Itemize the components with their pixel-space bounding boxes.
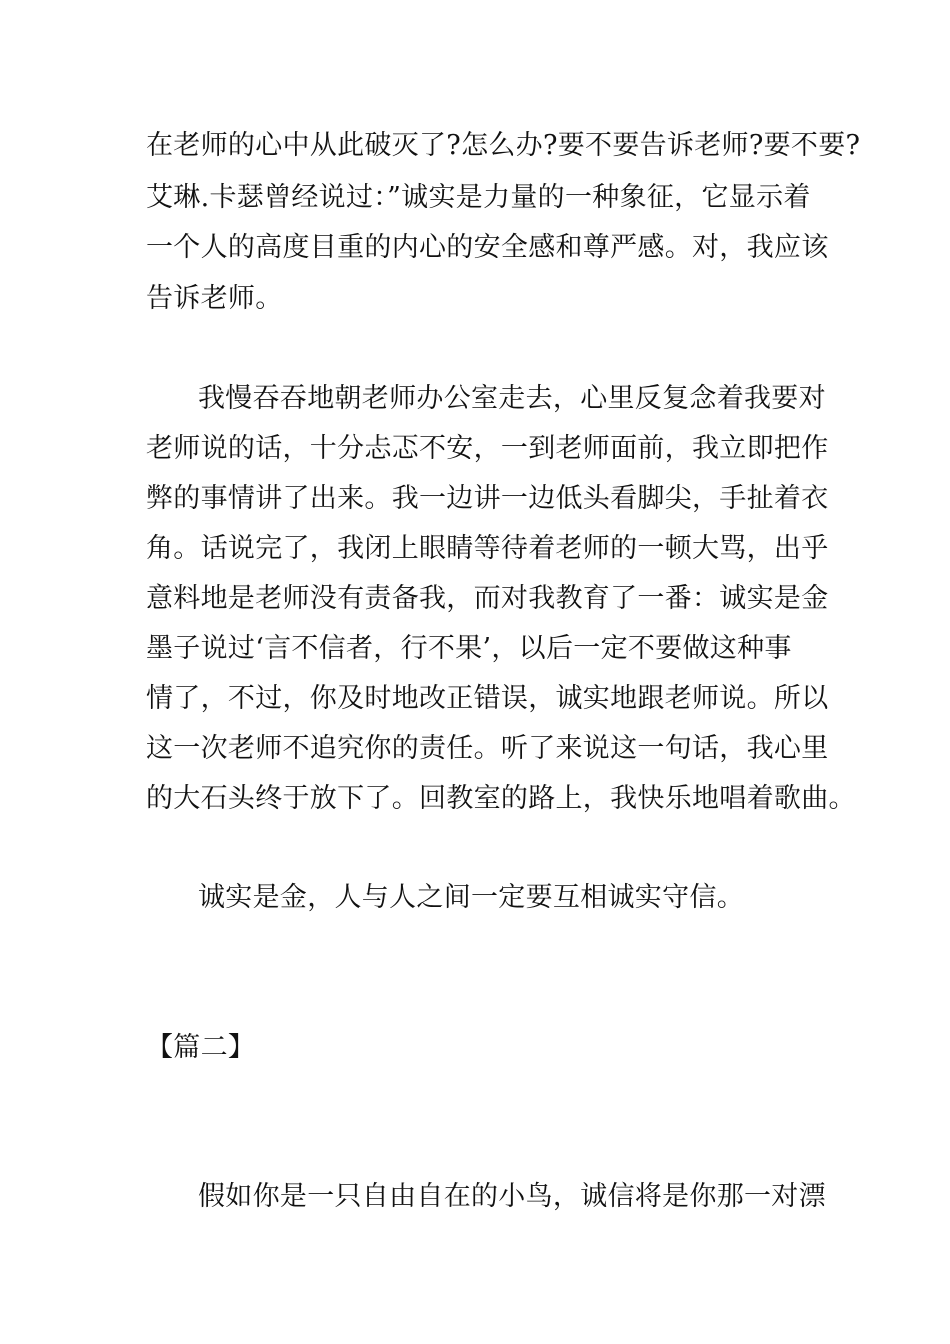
paragraph-1-line-4: 告诉老师。	[146, 283, 283, 314]
paragraph-2-line-8: 这一次老师不追究你的责任。听了来说这一句话，我心里	[146, 733, 829, 764]
section-heading: 【篇二】	[146, 1032, 256, 1063]
paragraph-3-line-1: 诚实是金，人与人之间一定要互相诚实守信。	[198, 882, 744, 913]
paragraph-2-line-5: 意料地是老师没有责备我，而对我教育了一番：诚实是金	[146, 583, 829, 614]
paragraph-1-line-3: 一个人的高度目重的内心的安全感和尊严感。对，我应该	[146, 232, 829, 263]
paragraph-2-line-2: 老师说的话，十分忐忑不安，一到老师面前，我立即把作	[146, 433, 829, 464]
paragraph-2-line-3: 弊的事情讲了出来。我一边讲一边低头看脚尖，手扯着衣	[146, 483, 829, 514]
paragraph-2-line-7: 情了，不过，你及时地改正错误，诚实地跟老师说。所以	[146, 683, 829, 714]
paragraph-2-line-1: 我慢吞吞地朝老师办公室走去，心里反复念着我要对	[198, 383, 826, 414]
paragraph-2-line-9: 的大石头终于放下了。回教室的路上，我快乐地唱着歌曲。	[146, 783, 856, 814]
paragraph-2-line-4: 角。话说完了，我闭上眼睛等待着老师的一顿大骂，出乎	[146, 533, 829, 564]
paragraph-2-line-6: 墨子说过‘言不信者，行不果’，以后一定不要做这种事	[146, 633, 792, 664]
paragraph-1-line-2: 艾琳.卡瑟曾经说过：”诚实是力量的一种象征，它显示着	[146, 182, 811, 213]
paragraph-1-line-1: 在老师的心中从此破灭了?怎么办?要不要告诉老师?要不要?	[146, 130, 861, 161]
paragraph-5-line-1: 假如你是一只自由自在的小鸟，诚信将是你那一对漂	[198, 1181, 826, 1212]
